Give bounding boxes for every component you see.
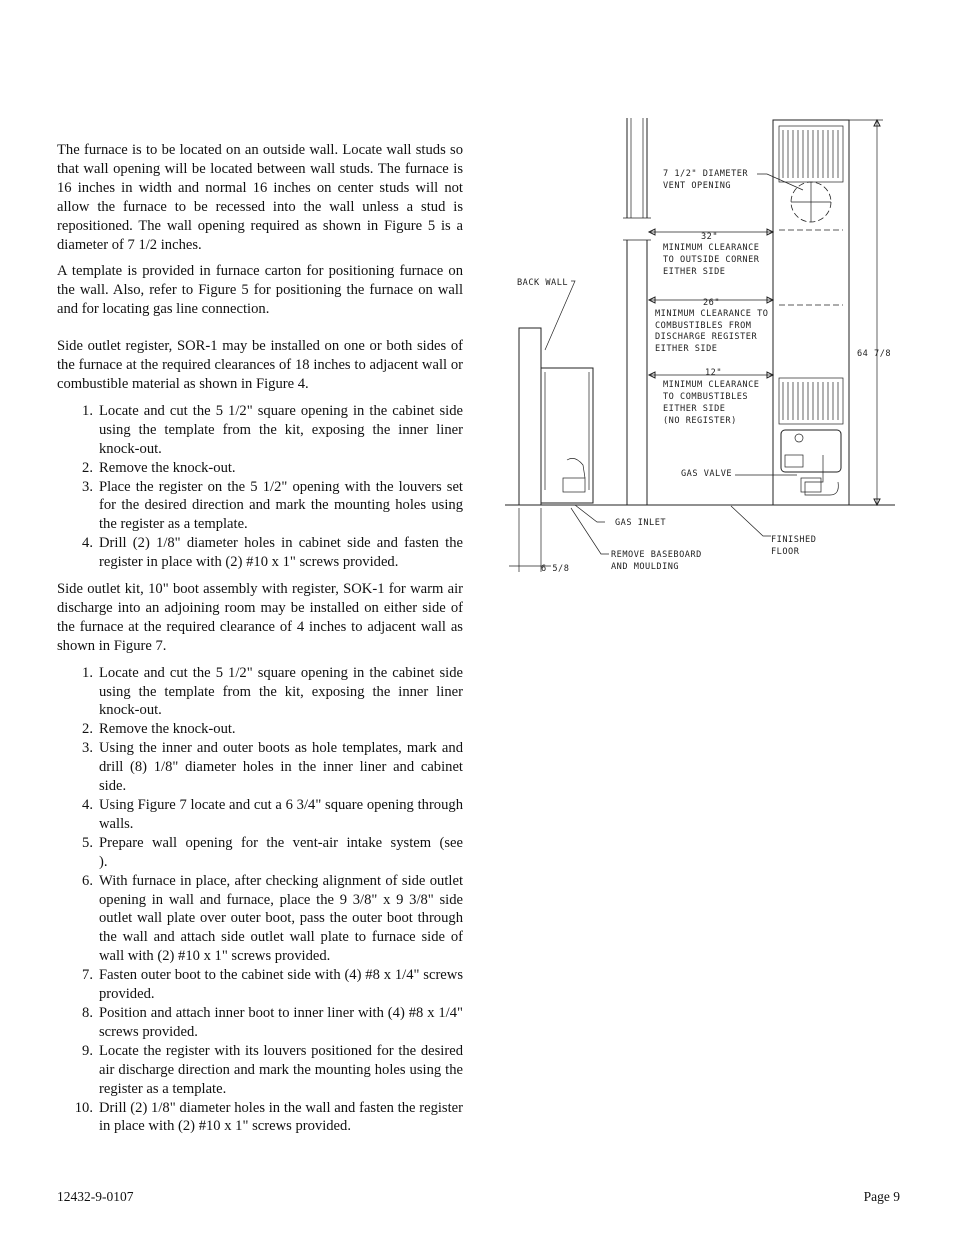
svg-text:VENT OPENING: VENT OPENING	[663, 181, 732, 191]
furnace-cabinet	[773, 120, 849, 505]
svg-text:7 1/2" DIAMETER: 7 1/2" DIAMETER	[663, 169, 749, 179]
list-item: 3. Place the register on the 5 1/2" opening with the louvers set for the desired direction and mark the mounting holes using the register as a template.	[82, 478, 463, 533]
furnace-installation-figure	[505, 110, 905, 580]
list-item: 4. Drill (2) 1/8" diameter holes in cabinet side and fasten the register in place with (2) #10 x 1" screws provided.	[82, 535, 463, 571]
svg-text:TO OUTSIDE CORNER: TO OUTSIDE CORNER	[663, 255, 760, 265]
list-item: 10. Drill (2) 1/8" diameter holes in the wall and fasten the register in place with (2) #10 x 1" screws provided.	[74, 1099, 463, 1135]
list-item: 2. Remove the knock-out.	[82, 459, 236, 476]
svg-text:GAS VALVE: GAS VALVE	[681, 469, 733, 479]
svg-text:MINIMUM CLEARANCE: MINIMUM CLEARANCE	[663, 380, 760, 390]
svg-text:32": 32"	[701, 232, 719, 242]
paragraph-template: A template is provided in furnace carton for positioning furnace on the wall. Also, refer to Figure 5 for positioning the furnace on wall and for locating gas line connection.	[57, 263, 463, 318]
svg-text:6 5/8: 6 5/8	[541, 564, 570, 574]
svg-text:12": 12"	[705, 368, 723, 378]
register-steps-list	[57, 402, 463, 572]
svg-text:EITHER SIDE: EITHER SIDE	[655, 344, 718, 354]
svg-text:REMOVE BASEBOARD: REMOVE BASEBOARD	[611, 550, 702, 560]
svg-text:MINIMUM CLEARANCE: MINIMUM CLEARANCE	[663, 243, 760, 253]
list-item: 2. Remove the knock-out.	[82, 721, 236, 738]
svg-text:FLOOR: FLOOR	[771, 547, 800, 557]
kit-steps-list	[57, 664, 558, 1137]
svg-text:EITHER SIDE: EITHER SIDE	[663, 267, 726, 277]
svg-text:64 7/8: 64 7/8	[857, 349, 892, 359]
svg-text:DISCHARGE REGISTER: DISCHARGE REGISTER	[655, 332, 758, 342]
page-number: Page 9	[863, 1189, 900, 1204]
paragraph-side-outlet-register: Side outlet register, SOR-1 may be installed on one or both sides of the furnace at the required clearances of 18 inches to adjacent wall or combustible material as shown in Figure 4.	[57, 338, 463, 392]
list-item: 9. Locate the register with its louvers positioned for the desired air discharge direction and mark the mounting holes using the register as a template.	[82, 1042, 463, 1097]
svg-text:26": 26"	[703, 298, 721, 308]
list-item: 7. Fasten outer boot to the cabinet side with (4) #8 x 1/4" screws provided.	[82, 967, 463, 1003]
back-wall-section	[505, 328, 605, 505]
list-item: 6. With furnace in place, after checking alignment of side outlet opening in wall and furnace, place the 9 3/8" x 9 3/8" side outlet wall plate over outer boot, pass the outer boot through the wall and attach side outlet wall plate to furnace side of wall with (2) #10 x 1" screws provided.	[82, 872, 463, 965]
list-item: 3. Using the inner and outer boots as hole templates, mark and drill (8) 1/8" diameter holes in the inner liner and cabinet side.	[82, 740, 463, 795]
list-item: 1. Locate and cut the 5 1/2" square opening in the cabinet side using the template from the kit, exposing the inner liner knock-out.	[82, 664, 463, 719]
paragraph-side-outlet-kit: Side outlet kit, 10" boot assembly with register, SOK-1 for warm air discharge into an adjoining room may be installed on either side of the furnace at the required clearance of 4 inches to adjacent wall as shown in Figure 7.	[57, 581, 463, 654]
paragraph-location: The furnace is to be located on an outside wall. Locate wall studs so that wall opening will be located between wall studs. The furnace is 16 inches in width and normal 16 inches on center studs will not allow the furnace to be recessed into the wall unless a stud is repositioned. The wall opening required as shown in Figure 5 is a diameter of 7 1/2 inches.	[57, 142, 463, 253]
list-item: 4. Using Figure 7 locate and cut a 6 3/4" square opening through walls.	[82, 797, 463, 832]
svg-text:GAS INLET: GAS INLET	[615, 518, 667, 528]
svg-text:COMBUSTIBLES FROM: COMBUSTIBLES FROM	[655, 321, 752, 331]
wall-stud	[623, 118, 651, 505]
svg-text:BACK WALL: BACK WALL	[517, 278, 569, 288]
svg-text:TO COMBUSTIBLES: TO COMBUSTIBLES	[663, 392, 749, 402]
list-item: 5. Prepare wall opening for the vent-air intake system (see ).	[82, 834, 558, 870]
svg-text:FINISHED: FINISHED	[771, 535, 817, 545]
svg-text:EITHER SIDE: EITHER SIDE	[663, 404, 726, 414]
svg-text:(NO REGISTER): (NO REGISTER)	[663, 416, 737, 426]
list-item: 8. Position and attach inner boot to inner liner with (4) #8 x 1/4" screws provided.	[82, 1004, 463, 1040]
document-number: 12432-9-0107	[57, 1189, 134, 1204]
svg-text:AND MOULDING: AND MOULDING	[611, 562, 680, 572]
leader-lines	[509, 174, 803, 572]
svg-text:MINIMUM CLEARANCE TO: MINIMUM CLEARANCE TO	[655, 309, 769, 319]
list-item: 1. Locate and cut the 5 1/2" square opening in the cabinet side using the template from the kit, exposing the inner liner knock-out.	[82, 402, 463, 457]
